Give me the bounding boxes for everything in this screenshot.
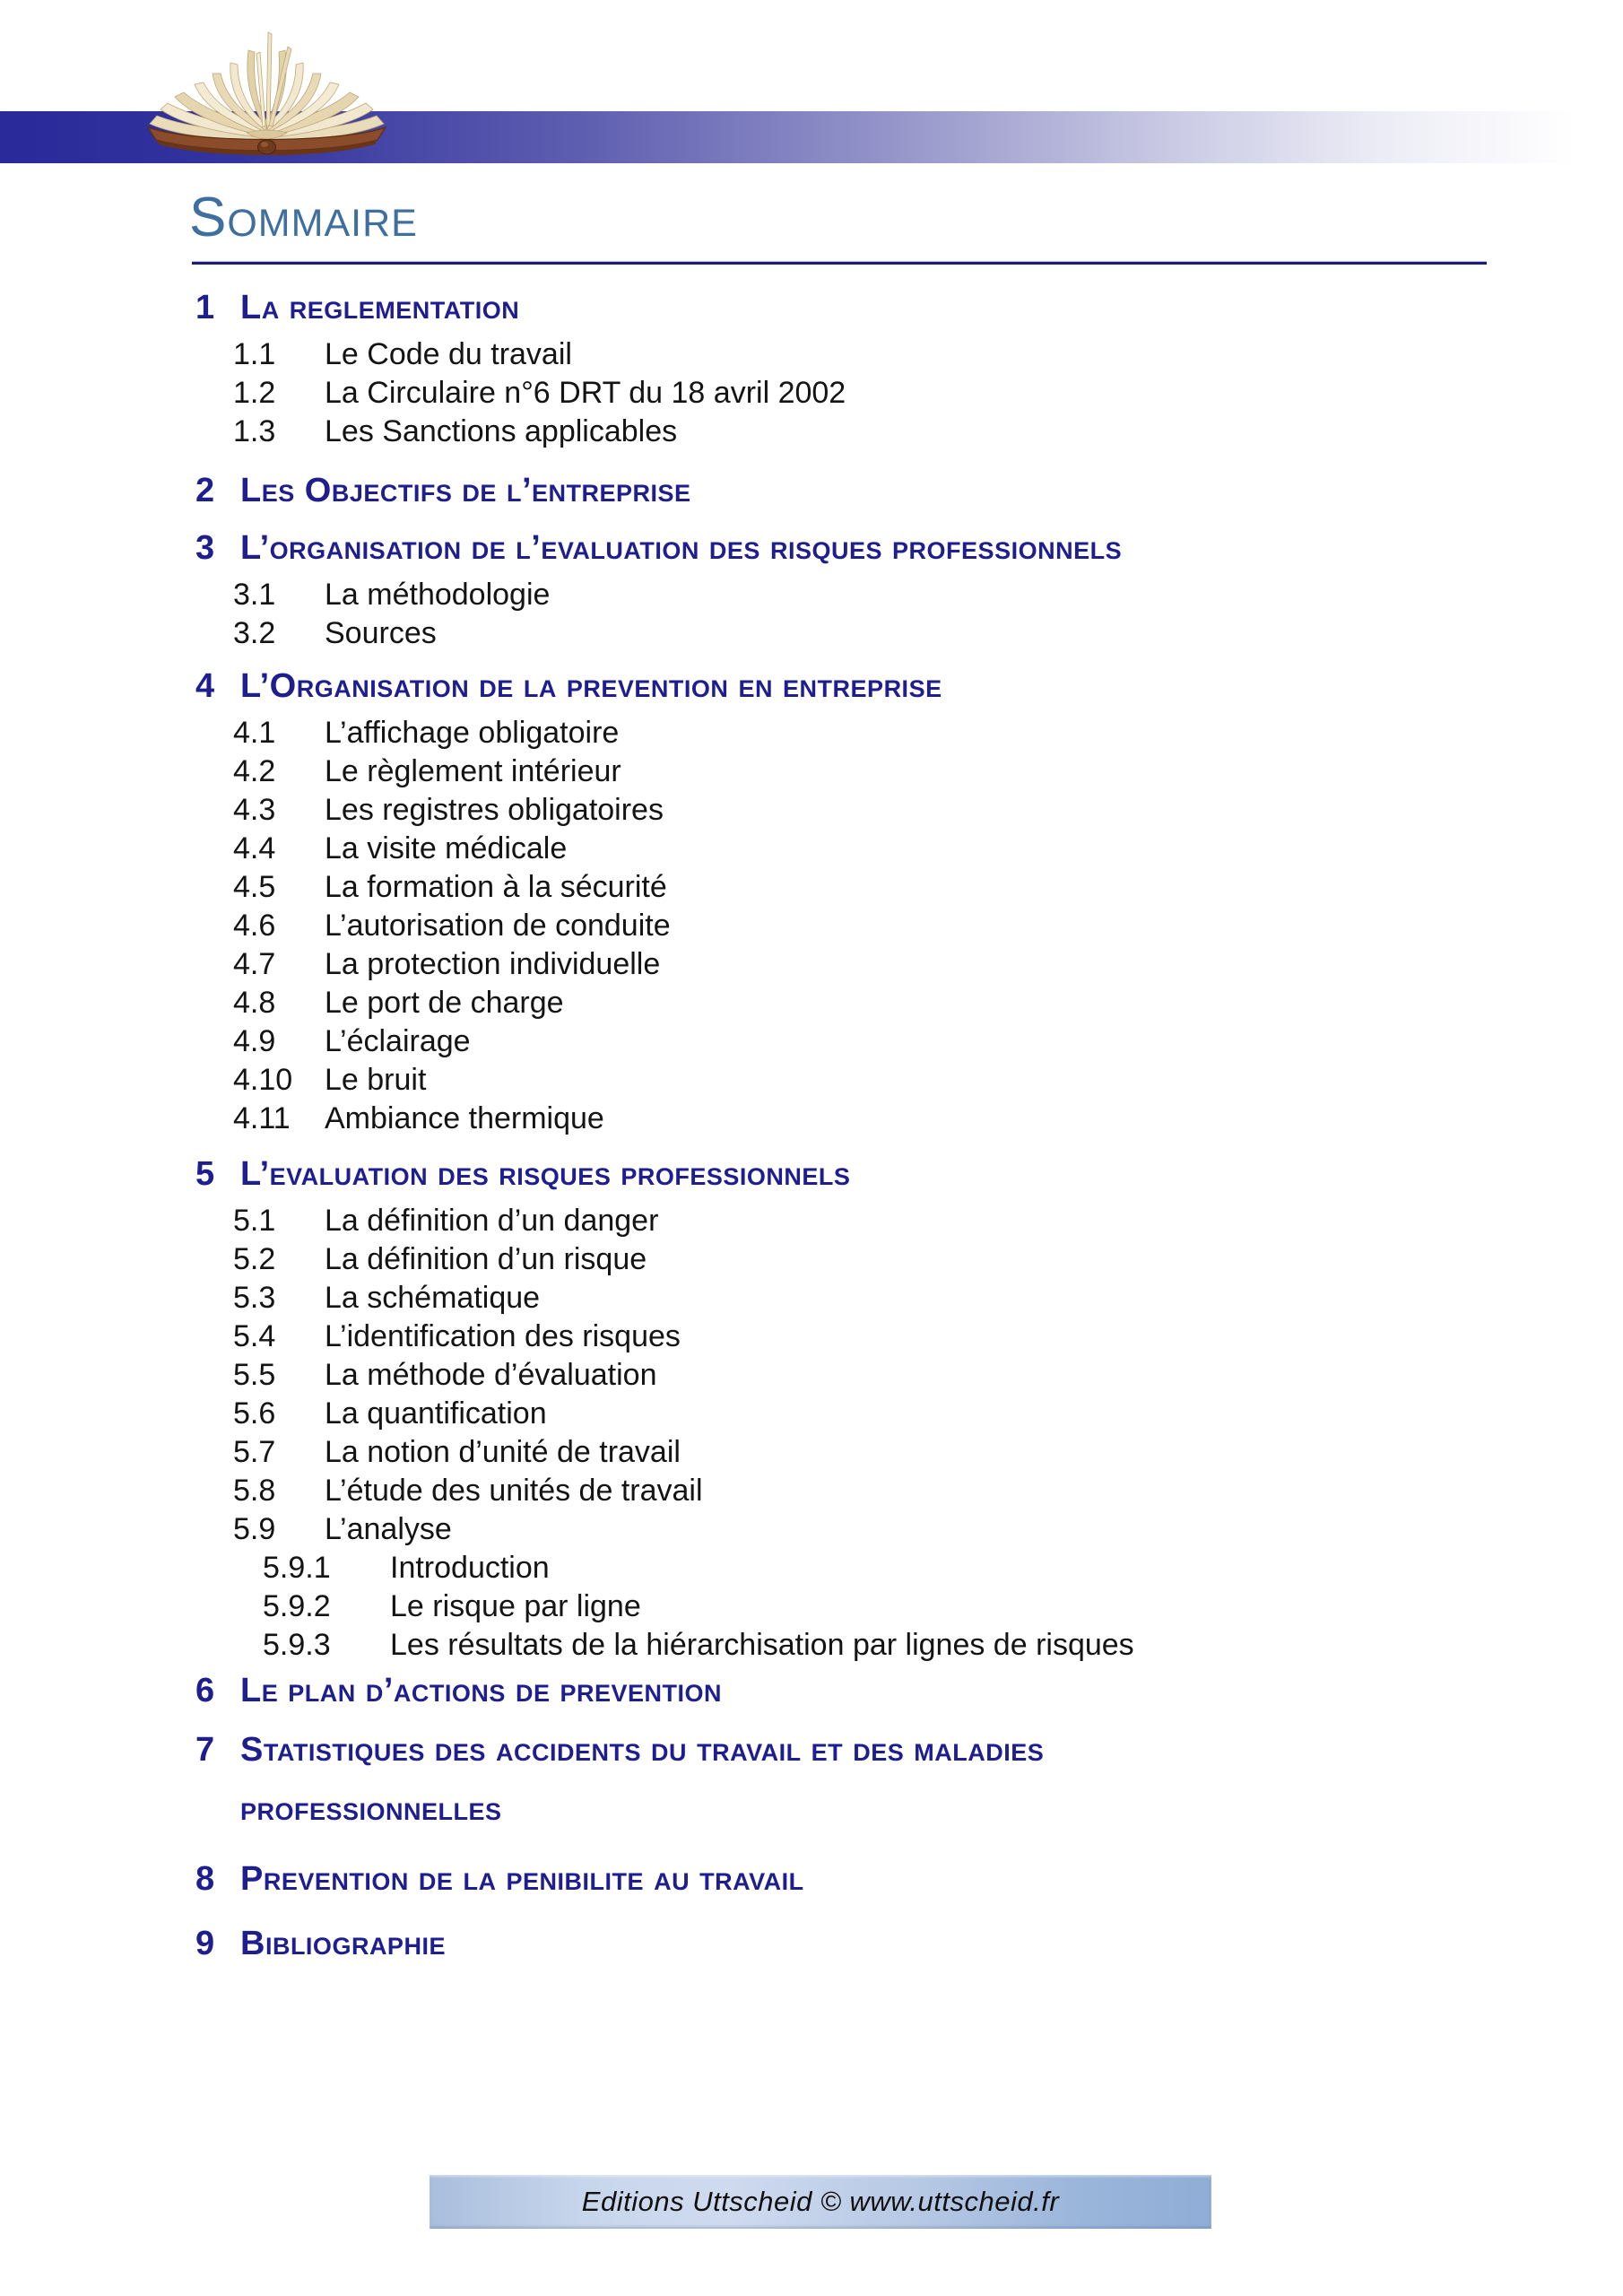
toc-subitem-number: 3.2 (233, 616, 276, 650)
toc-subitem-label: Sources (325, 616, 437, 650)
toc-subitem-label: La Circulaire n°6 DRT du 18 avril 2002 (325, 376, 846, 410)
toc-sublist (0, 576, 1596, 653)
toc-subitem (233, 752, 1596, 791)
toc-subitem (233, 1061, 1596, 1100)
toc-subitem-number: 5.9.1 (263, 1551, 331, 1585)
toc-subitem-number: 5.1 (233, 1204, 276, 1238)
toc-subitem (233, 1240, 1596, 1279)
toc-subitem-label: L’affichage obligatoire (325, 716, 620, 750)
toc-subitem-number: 5.4 (233, 1319, 276, 1353)
toc-subitem-label: Introduction (390, 1551, 550, 1585)
toc-section-number: 8 (195, 1860, 215, 1898)
toc-section (0, 1153, 1596, 1665)
toc-section-number: 7 (195, 1731, 215, 1769)
toc-subitem-label: L’identification des risques (325, 1319, 681, 1353)
toc-subitem (233, 576, 1596, 614)
toc-subitem-number: 4.8 (233, 986, 276, 1020)
toc-subitem (233, 714, 1596, 752)
toc-subitem-label: La notion d’unité de travail (325, 1435, 681, 1469)
toc-subitem-label: La protection individuelle (325, 947, 661, 981)
toc-subitem-label: L’autorisation de conduite (325, 909, 671, 943)
footer-bar (430, 2175, 1211, 2229)
toc-subitem-number: 5.8 (233, 1474, 276, 1508)
toc-subitem-number: 4.2 (233, 754, 276, 788)
toc-subitem-label: La méthodologie (325, 578, 551, 612)
toc-section-number: 5 (195, 1155, 215, 1193)
toc-section (0, 470, 1596, 511)
toc-subitem (233, 413, 1596, 451)
toc-subitem (233, 791, 1596, 830)
toc-subitem-number: 1.3 (233, 414, 276, 448)
toc-subitem-number: 4.7 (233, 947, 276, 981)
toc-section-number: 6 (195, 1672, 215, 1709)
toc-subitem (233, 1510, 1596, 1549)
toc-section-label: Statistiques des accidents du travail et des maladies professionnelles (240, 1731, 1045, 1828)
toc-subitem-label: Le règlement intérieur (325, 754, 621, 788)
toc-subitem-number: 3.1 (233, 578, 276, 612)
toc-section-number: 4 (195, 667, 215, 705)
toc-section-label: Le plan d’actions de prevention (240, 1672, 723, 1709)
toc-subitem-number: 4.11 (233, 1101, 291, 1135)
toc-section-label: Prevention de la penibilite au travail (240, 1860, 804, 1898)
toc-section (0, 1858, 1596, 1900)
toc-subitem-number: 5.6 (233, 1396, 276, 1431)
toc-subitem (233, 830, 1596, 868)
toc-subitem-label: Le bruit (325, 1063, 427, 1097)
toc-subitem-label: La quantification (325, 1396, 547, 1431)
toc-subitem (233, 1433, 1596, 1472)
toc-sublist (0, 714, 1596, 1138)
toc-section (0, 665, 1596, 1138)
toc-subitem-label: L’éclairage (325, 1024, 471, 1058)
toc-section-heading (195, 527, 1596, 569)
toc-subitem (233, 868, 1596, 907)
footer-text: Editions Uttscheid © www.uttscheid.fr (581, 2186, 1060, 2217)
toc-section-heading (195, 1858, 1596, 1900)
toc-subitem (233, 984, 1596, 1022)
toc-subitem-label: La définition d’un danger (325, 1204, 659, 1238)
toc-subitem-label: Ambiance thermique (325, 1101, 604, 1135)
toc-section-heading (195, 470, 1596, 511)
toc-subitem (263, 1626, 1596, 1665)
toc-section-heading (195, 665, 1596, 707)
toc-subitem-label: L’étude des unités de travail (325, 1474, 703, 1508)
toc-subitem-label: Les Sanctions applicables (325, 414, 678, 448)
toc-section (0, 1923, 1596, 1964)
toc-subitem (233, 907, 1596, 945)
toc-subitem-number: 4.9 (233, 1024, 276, 1058)
toc-section-number: 3 (195, 529, 215, 567)
toc-subitem (233, 1022, 1596, 1061)
toc-subitem-number: 4.3 (233, 793, 276, 827)
toc-subitem-label: Les registres obligatoires (325, 793, 664, 827)
toc-section-label: Bibliographie (240, 1925, 446, 1962)
toc-subitem-number: 1.1 (233, 337, 276, 371)
toc-subitem-number: 5.3 (233, 1281, 276, 1315)
toc-subitem-label: Le risque par ligne (390, 1589, 641, 1623)
toc-section-number: 1 (195, 289, 215, 326)
toc-subitem-label: Le port de charge (325, 986, 564, 1020)
toc-subitem (233, 335, 1596, 374)
toc-section-label: Les Objectifs de l’entreprise (240, 472, 691, 509)
toc-subitem (263, 1587, 1596, 1626)
toc-section-label: L’evaluation des risques professionnels (240, 1155, 851, 1193)
toc-subitem (233, 1395, 1596, 1433)
toc-section-number: 2 (195, 472, 215, 509)
toc-section (0, 527, 1596, 653)
toc-subitem (233, 1100, 1596, 1138)
toc-section (0, 287, 1596, 451)
toc-subitem (233, 1356, 1596, 1395)
toc-subitem-number: 5.9 (233, 1512, 276, 1546)
toc-sublist (0, 1202, 1596, 1665)
toc-subitem-number: 4.4 (233, 831, 276, 865)
toc-subitem (233, 614, 1596, 653)
toc-section-label: La reglementation (240, 289, 520, 326)
toc-subitem-label: La schématique (325, 1281, 541, 1315)
toc-subitem (233, 945, 1596, 984)
toc-subitem-label: L’analyse (325, 1512, 452, 1546)
toc-subitem-label: La formation à la sécurité (325, 870, 667, 904)
toc-section-heading (195, 1923, 1596, 1964)
toc-subitem-number: 4.1 (233, 716, 276, 750)
toc-section-number: 9 (195, 1925, 215, 1962)
toc-subitem (233, 1202, 1596, 1240)
page-title: Sommaire (189, 187, 418, 248)
toc-subitem-number: 5.9.3 (263, 1628, 331, 1662)
toc-subitem (233, 1279, 1596, 1318)
toc-subitem-number: 1.2 (233, 376, 276, 410)
toc-section-label: L’organisation de l’evaluation des risques professionnels (240, 529, 1123, 567)
toc-subitem-number: 5.9.2 (263, 1589, 331, 1623)
toc-subitem-label: La visite médicale (325, 831, 568, 865)
toc-subitem (263, 1549, 1596, 1587)
toc-section-heading (195, 1720, 1596, 1839)
toc-subitem-label: Les résultats de la hiérarchisation par lignes de risques (390, 1628, 1134, 1662)
toc-subitem-number: 4.10 (233, 1063, 293, 1097)
toc-section (0, 1720, 1596, 1839)
toc-subitem-label: La méthode d’évaluation (325, 1358, 657, 1392)
toc-section-label: L’Organisation de la prevention en entreprise (240, 667, 942, 705)
toc-subitem (233, 374, 1596, 413)
toc-subitem-number: 5.7 (233, 1435, 276, 1469)
toc-section-heading (195, 1153, 1596, 1195)
toc-section-heading (195, 287, 1596, 328)
toc-subitem-number: 5.5 (233, 1358, 276, 1392)
toc-section-heading (195, 1670, 1596, 1711)
toc-subitem-label: Le Code du travail (325, 337, 572, 371)
toc-subitem (233, 1472, 1596, 1510)
toc-section (0, 1670, 1596, 1711)
toc-sublist (0, 335, 1596, 451)
toc-subitem-number: 4.6 (233, 909, 276, 943)
toc-subitem-number: 4.5 (233, 870, 276, 904)
toc-subitem-number: 5.2 (233, 1242, 276, 1276)
toc-subitem-label: La définition d’un risque (325, 1242, 647, 1276)
toc-subitem (233, 1318, 1596, 1356)
